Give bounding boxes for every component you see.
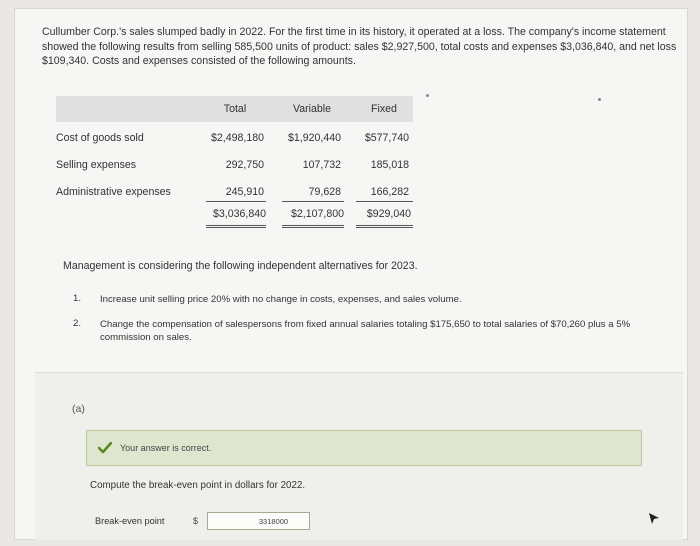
alternative-1-text: Increase unit selling price 20% with no change in costs, expenses, and sales volume.	[100, 294, 462, 305]
stray-mark	[426, 94, 429, 97]
question-text: Compute the break-even point in dollars for 2022.	[90, 480, 306, 491]
admin-total: 245,910	[225, 186, 264, 198]
double-rule-2	[282, 225, 344, 228]
alternative-1-number: 1.	[73, 293, 82, 304]
row-label-cogs: Cost of goods sold	[56, 132, 144, 144]
cogs-variable: $1,920,440	[287, 132, 341, 144]
cogs-fixed: $577,740	[364, 132, 409, 144]
total-rule-3	[356, 201, 413, 202]
total-rule-2	[282, 201, 344, 202]
row-label-selling: Selling expenses	[56, 159, 137, 171]
management-text: Management is considering the following independent alternatives for 2023.	[63, 260, 418, 272]
fixed-total: $929,040	[366, 208, 411, 220]
answer-panel	[35, 372, 683, 540]
break-even-label: Break-even point	[95, 516, 165, 526]
correct-feedback-text: Your answer is correct.	[120, 443, 212, 453]
alternative-2-text: Change the compensation of salespersons from fixed annual salaries totaling $175,650 to total salaries of $70,260 plus a 5% commission on sales.	[100, 319, 631, 343]
double-rule-1	[206, 225, 266, 228]
header-total: Total	[223, 103, 247, 115]
problem-intro: Cullumber Corp.'s sales slumped badly in 2022. For the first time in its history, it operated at a loss. The company's income statement showed the following results from selling 585,500 units of product: sales $2,927,500, total costs and expenses $3,036,840, and net loss $109,340. Costs and expenses consisted of the following amounts.	[42, 26, 677, 67]
variable-total: $2,107,800	[290, 208, 344, 220]
admin-variable: 79,628	[308, 186, 341, 198]
header-variable: Variable	[292, 103, 332, 115]
selling-total: 292,750	[225, 159, 264, 171]
cogs-total: $2,498,180	[210, 132, 264, 144]
mouse-cursor-icon	[648, 512, 660, 526]
admin-fixed: 166,282	[370, 186, 409, 198]
break-even-input[interactable]	[207, 512, 310, 530]
header-fixed: Fixed	[371, 103, 397, 115]
grand-total: $3,036,840	[212, 208, 266, 220]
currency-symbol: $	[193, 516, 199, 526]
alternative-2-number: 2.	[73, 318, 82, 329]
row-label-admin: Administrative expenses	[56, 186, 171, 198]
total-rule-1	[206, 201, 266, 202]
correct-feedback-bar	[86, 430, 642, 466]
stray-mark	[598, 98, 601, 101]
part-label: (a)	[72, 403, 85, 415]
selling-fixed: 185,018	[370, 159, 409, 171]
selling-variable: 107,732	[302, 159, 341, 171]
double-rule-3	[356, 225, 413, 228]
checkmark-icon	[98, 442, 112, 454]
